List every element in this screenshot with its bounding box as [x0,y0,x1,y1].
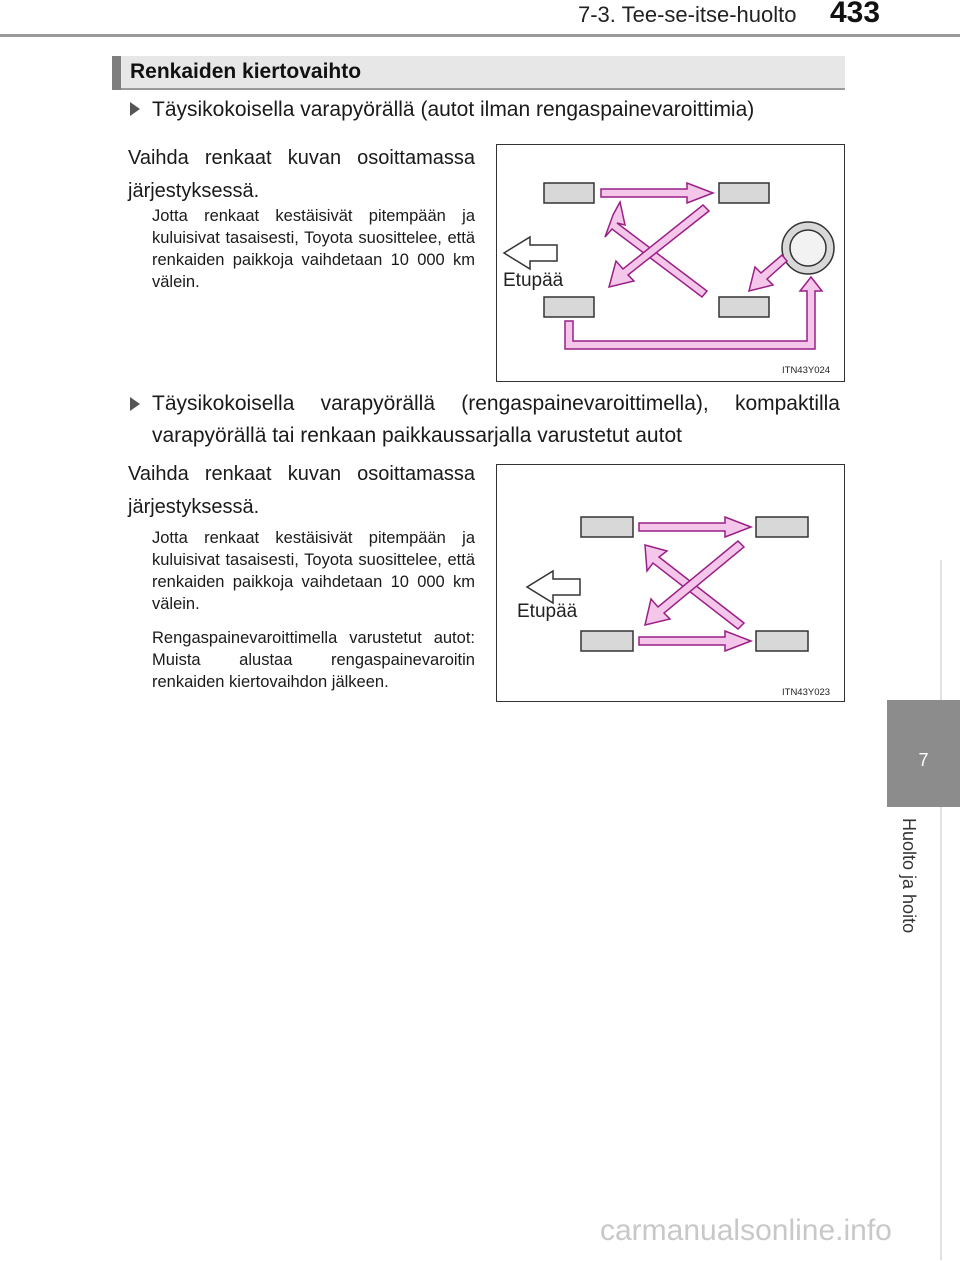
section-heading-bar [112,56,121,90]
front-label: Etupää [517,601,578,622]
tire-front-left [544,183,594,203]
side-rule [940,560,942,1260]
tire-rear-right [756,631,808,651]
front-arrow-icon [504,237,557,269]
header-rule [0,34,960,37]
bullet-arrow-icon [130,102,140,116]
rotation-figure-2 [496,464,845,702]
watermark: carmanualsonline.info [600,1214,892,1247]
rotation-figure-1 [496,144,845,382]
figure-code-2: ITN43Y023 [782,687,831,698]
tire-rear-left [581,631,633,651]
chapter-number: 7 [918,750,929,770]
bullet-arrow-icon [130,397,140,411]
arrow-fl-to-fr [601,183,713,203]
arrow-spare-to-rr [749,255,787,291]
tire-front-right [756,517,808,537]
bullet-text-2: Täysikokoisella varapyörällä (rengaspainevaroittimella), kompaktilla varapyörällä tai renkaan paikkaussarjalla varustetut autot [152,392,840,447]
front-label: Etupää [503,270,564,291]
chapter-title: Huolto ja hoito [899,818,919,934]
tire-front-right [719,183,769,203]
tire-front-left [581,517,633,537]
front-arrow-icon [527,571,580,603]
page-number: 433 [830,0,881,29]
note-text-3: Rengaspainevaroittimella varustetut autot: Muista alustaa rengaspainevaroitin renkaiden kiertovaihdon jälkeen. [152,629,475,691]
instruction-text-2: Vaihda renkaat kuvan osoittamassa järjestyksessä. [128,463,475,518]
arrow-rl-to-rr [639,631,751,651]
figure-code-1: ITN43Y024 [782,365,831,376]
tire-rear-left [544,297,594,317]
note-text-1: Jotta renkaat kestäisivät pitempään ja kuluisivat tasaisesti, Toyota suosittelee, että renkaiden paikkoja vaihdetaan 10 000 km välein. [152,207,475,291]
bullet-text-1: Täysikokoisella varapyörällä (autot ilman rengaspainevaroittimia) [152,98,755,121]
section-title: Renkaiden kiertovaihto [130,60,362,83]
section-header: 7-3. Tee-se-itse-huolto [578,2,797,27]
tire-rear-right [719,297,769,317]
arrow-fl-to-fr [639,517,751,537]
note-text-2: Jotta renkaat kestäisivät pitempään ja kuluisivat tasaisesti, Toyota suosittelee, että renkaiden paikkoja vaihdetaan 10 000 km välein. [152,529,475,613]
instruction-text-1: Vaihda renkaat kuvan osoittamassa järjestyksessä. [128,147,475,202]
